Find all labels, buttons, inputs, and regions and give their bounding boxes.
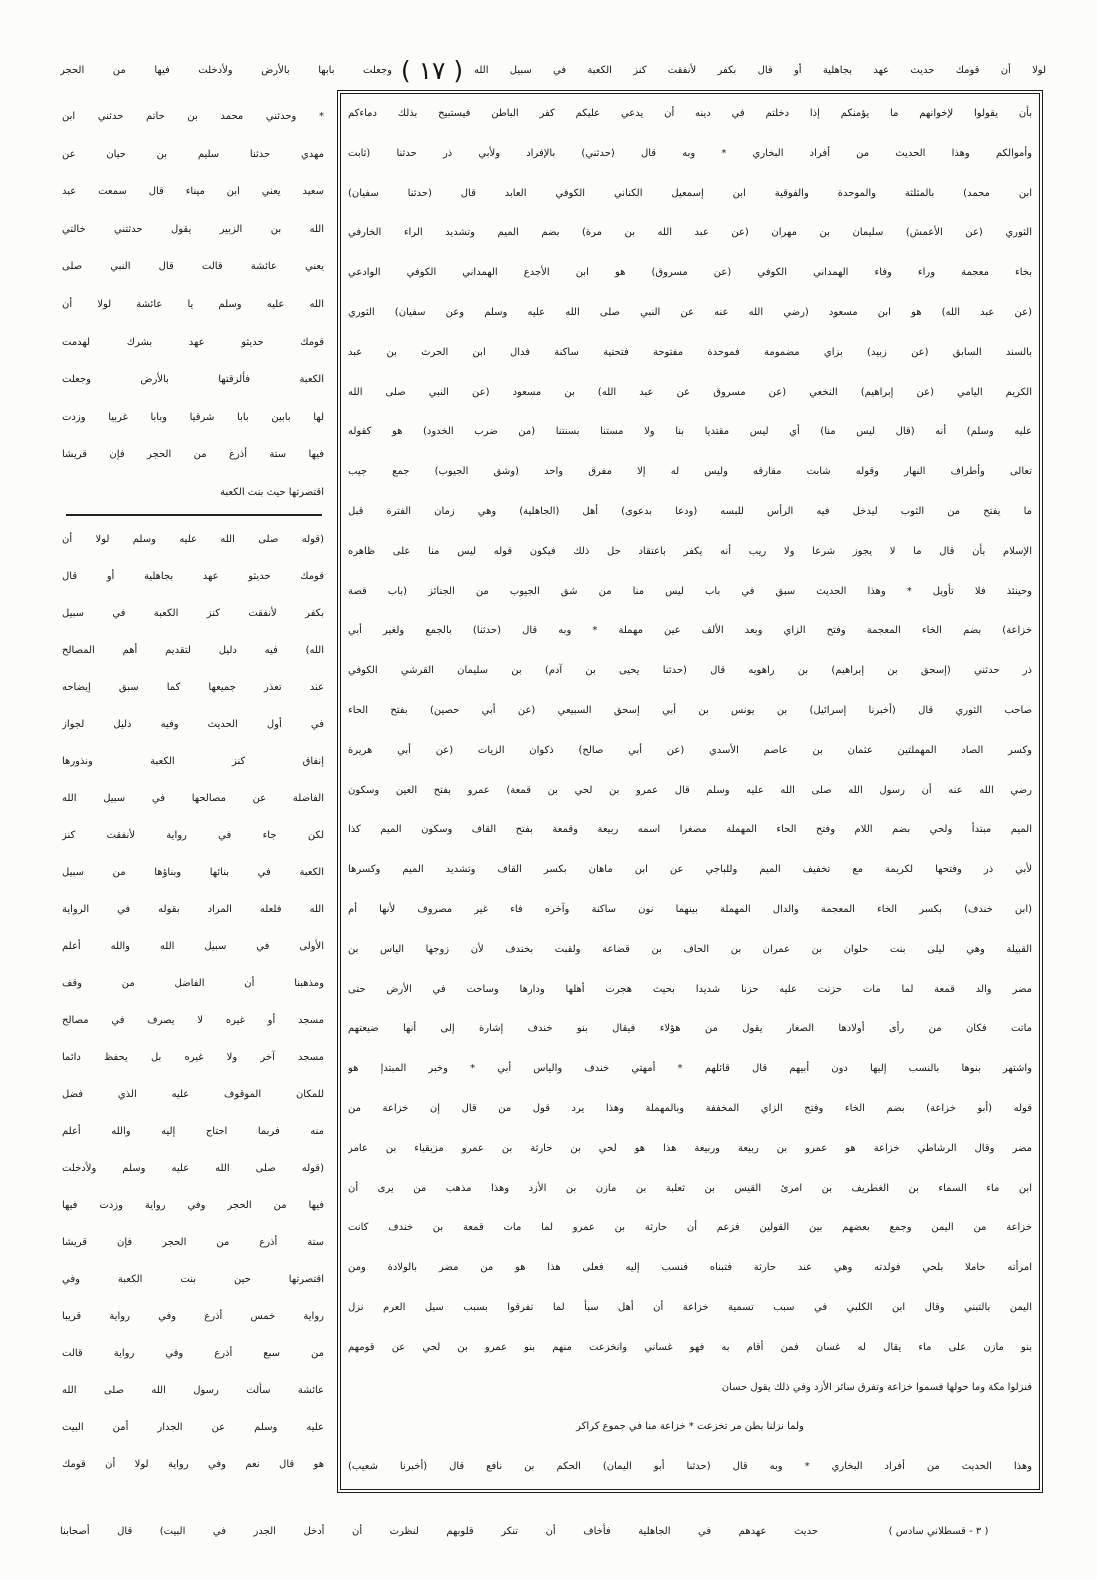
margin-commentary-text <box>62 521 324 1483</box>
margin-commentary-line: للمكان الموقوف عليه الذي فضل <box>62 1089 324 1100</box>
main-text-line: بأن يقولوا لإخوانهم ما يؤمنكم إذا دخلتم في دينه أن يدعي عليكم كفر الباطن فيستبيح بذلك دماءكم <box>348 108 1032 119</box>
main-text-line: الميم مبتدأ ولحي بضم اللام وفتح الحاء المهملة مصغرا اسمه ربيعة وقمعة بفتح القاف وسكون الميم كذا <box>348 824 1032 836</box>
margin-commentary-line: الكعبة في بنائها وبناؤها من سبيل <box>62 867 324 878</box>
main-text-line: ولما نزلنا بطن مر تخزعت * خزاعة منا في جموع كراكر <box>576 1421 804 1433</box>
main-text-line: بالسند السابق (عن زبيد) بزاي مضمومة فموحدة مفتوحة فتحتية ساكنة فدال ابن الحرث بن عبد <box>348 346 1032 358</box>
margin-commentary-line: الله) فيه دليل لتقديم أهم المصالح <box>62 645 324 656</box>
margin-commentary-line: عائشة سألت رسول الله صلى الله <box>62 1385 324 1396</box>
margin-hadith-line: مهدي حدثنا سليم بن حيان عن <box>62 148 324 160</box>
margin-commentary-line: (قوله صلى الله عليه وسلم ولأدخلت <box>62 1163 324 1174</box>
main-text-line: بنو مازن على ماء يقال له غسان فمن أقام به فهو غساني وانخزعت منهم بنو عمرو بن لحي عن قومهم <box>348 1341 1032 1353</box>
main-text-line: خزاعة من اليمن وجمع بعضهم بين القولين فزعم أن حارثة بن عمرو لما مات قمعة بن خندف كانت <box>348 1222 1032 1234</box>
margin-commentary-line: قومك حديثو عهد بجاهلية أو قال <box>62 571 324 582</box>
margin-hadith-line: اقتصرتها حيث بنت الكعبة <box>220 486 324 498</box>
margin-hadith-line: يعني عائشة قالت قال النبي صلى <box>62 261 324 273</box>
main-text-line: ابن ماء السماء بن الغطريف بن امرئ القيس بن ثعلبة بن مازن بن الأزد وهذا مذهب من يرى أن <box>348 1182 1032 1194</box>
main-text-line: وحينئذ فلا تأويل * وهذا الحديث سبق في باب ليس منا من شق الجيوب من الجنائز (باب قصة <box>348 585 1032 597</box>
page-number: ( ١٧ ) <box>400 56 464 85</box>
main-text-line: مضر والد قمعة لما مات حزنت عليه حزنا شديدا بحيث هجرت أهلها ودارها وساحت في الأرض حتى <box>348 983 1032 995</box>
margin-commentary-line: بكفر لأنفقت كنز الكعبة في سبيل <box>62 608 324 619</box>
margin-commentary-line: فيها من الحجر وفي رواية وزدت فيها <box>62 1200 324 1211</box>
main-text-line: وكسر الصاد المهملتين عثمان بن عاصم الأسدي (عن أبي صالح) ذكوان الزيات (عن أبي هريرة <box>348 744 1032 756</box>
main-text-line: صاحب الثوري قال (أخبرنا إسرائيل) بن يونس بن أبي إسحق السبيعي (عن أبي حصين) بفتح الحاء <box>348 704 1032 716</box>
main-text-line: وأموالكم وهذا الحديث من أفراد البخاري * وبه قال (حدثني) بالإفراد ولأبي ذر حدثنا (ثابت <box>348 147 1032 159</box>
margin-commentary-line: الأولى في سبيل الله والله أعلم <box>62 941 324 952</box>
main-text-frame <box>337 90 1043 1493</box>
main-text-line: القبيلة وهي ليلى بنت حلوان بن عمران بن الحاف بن قضاعة ولقبت بخندف لأن زوجها الياس بن <box>348 943 1032 955</box>
margin-hadith-line: الله عليه وسلم يا عائشة لولا أن <box>62 298 324 310</box>
page-footer <box>58 1512 1046 1552</box>
main-text-line: اليمن بالتبني وقال ابن الكلبي في سبب تسمية خزاعة أن أهل سبأ لما تفرقوا بسبب سيل العرم نزل <box>348 1301 1032 1313</box>
margin-commentary-line: هو قال نعم وفي رواية لولا أن قومك <box>62 1459 324 1470</box>
margin-commentary-line: إنفاق كنز الكعبة ونذورها <box>62 756 324 767</box>
header-catchword-left: وجعلت بابها بالأرض ولأدخلت فيها من الحجر <box>60 65 392 76</box>
main-text-line: امرأته حاملا بلحي فولدته وهي عند حارثة فتبناه فنسب إليه فعلى هذا هو من مضر بالولادة ومن <box>348 1262 1032 1274</box>
main-text-line: خزاعة) بضم الخاء المعجمة وفتح الزاي وبعد الألف عين مهملة * وبه قال (حدثنا) بالجمع ولغير أبي <box>348 625 1032 637</box>
margin-commentary-line: من سبع أذرع وفي رواية قالت <box>62 1348 324 1359</box>
main-text-line: ابن محمد) بالمثلثة والموحدة والفوقية ابن إسمعيل الكناني الكوفي العابد قال (حدثنا سفيان) <box>348 187 1032 199</box>
footer-catchword: حديث عهدهم في الجاهلية فأخاف أن تنكر قلوبهم لنظرت أن أدخل الجدر في البيت) قال أصحابنا <box>60 1526 818 1537</box>
margin-commentary-line: مسجد آخر ولا غيره بل يحفظ دائما <box>62 1052 324 1063</box>
margin-commentary-line: الله فلعله المراد بقوله في الرواية <box>62 904 324 915</box>
main-text-line: الكريم اليامي (عن إبراهيم) النخعي (عن مسروق عن عبد الله) بن مسعود (عن النبي صلى الله <box>348 386 1032 398</box>
main-text-line: ما يفتح من الثوب ليدخل فيه الرأس للبسه (ودعا بدعوى) أهل (الجاهلية) وهي زمان الفترة قبل <box>348 505 1032 517</box>
main-text-line: مضر وقال الرشاطي خزاعة هو عمرو بن ربيعة وربيعة هذا هو لحي بن حارثة بن عمرو مزيقياء بن عامر <box>348 1142 1032 1154</box>
margin-hadith-text <box>62 98 324 512</box>
margin-hadith-line: قومك حديثو عهد بشرك لهدمت <box>62 336 324 348</box>
margin-commentary-line: لكن جاء في رواية لأنفقت كنز <box>62 830 324 841</box>
margin-commentary-line: اقتصرتها حين بنت الكعبة وفي <box>62 1274 324 1285</box>
margin-commentary-line: ستة أذرع من الحجر فإن قريشا <box>62 1237 324 1248</box>
main-text-line: لأبي ذر وفتحها لكريمة مع تخفيف الميم وللباجي عن ابن ماهان بكسر القاف وتشديد الميم وكسرها <box>348 864 1032 876</box>
main-text-line: رضي الله عنه أن رسول الله صلى الله عليه وسلم قال عمرو بن لحي بن قمعة) عمرو بفتح العين وسكون <box>348 784 1032 796</box>
margin-hadith-line: الكعبة فألزقتها بالأرض وجعلت <box>62 374 324 386</box>
header-catchword-right: لولا أن قومك حديث عهد بجاهلية أو قال بكفر لأنفقت كنز الكعبة في سبيل الله <box>474 65 1046 76</box>
main-text-line: فنزلوا مكة وما حولها فسموا خزاعة وتفرق سائر الأزد وفي ذلك يقول حسان <box>721 1381 1032 1393</box>
margin-commentary-line: مسجد أو غيره لا يصرف في مصالح <box>62 1015 324 1026</box>
main-text-line: الإسلام بأن قال ما لا يجوز شرعا ولا ريب أنه يكفر باعتقاد حل ذلك فيكون قوله ليس منا على ظاهره <box>348 545 1032 557</box>
margin-commentary-line: الفاضلة عن مصالحها في سبيل الله <box>62 793 324 804</box>
margin-commentary-line: (قوله صلى الله عليه وسلم لولا أن <box>62 534 324 545</box>
margin-commentary-line: رواية خمس أذرع وفي رواية قريبا <box>62 1311 324 1322</box>
running-header <box>58 52 1046 90</box>
main-text-line: قوله (أبو خزاعة) بضم الخاء وفتح الزاي المخففة وبالمهملة وهذا يرد قول من قال إن خزاعة من <box>348 1102 1032 1114</box>
margin-commentary-line: عند تعذر جميعها كما سبق إيضاحه <box>62 682 324 693</box>
main-text-line: ماتت فكان من رأى أولادها الصغار يقول من هؤلاء فيقال بنو خندف إشارة إلى أنها ضيعتهم <box>348 1023 1032 1035</box>
margin-commentary-line: ومذهبنا أن الفاضل من وقف <box>62 978 324 989</box>
margin-commentary-line: منه فربما احتاج إليه والله أعلم <box>62 1126 324 1137</box>
main-text-line: عليه وسلم) أنه (قال ليس منا) أي ليس مقتديا بنا ولا مستنا بسنتنا (من ضرب الخدود) هو كقوله <box>348 426 1032 438</box>
main-text-line: واشتهر بنوها بالنسب إليها دون أبيهم قال قائلهم * أمهتي خندف والياس أبي * وخبر المبتدإ هو <box>348 1063 1032 1075</box>
main-text-line: ذر حدثني (إسحق بن إبراهيم) بن راهويه قال (حدثنا يحيى بن آدم) بن سليمان القرشي الكوفي <box>348 665 1032 677</box>
main-text-line: الثوري (عن الأعمش) سليمان بن مهران (عن عبد الله بن مرة) بضم الميم وتشديد الراء الخارفي <box>348 227 1032 239</box>
main-text-line: (ابن خندف) بكسر الخاء المعجمة والدال المهملة بينهما نون ساكنة وآخره فاء غير مصروف لأنها أم <box>348 903 1032 915</box>
margin-hadith-line: لها بابين بابا شرقيا وبابا غربيا وزدت <box>62 411 324 423</box>
main-text-line: وهذا الحديث من أفراد البخاري * وبه قال (حدثنا أبو اليمان) الحكم بن نافع قال (أخبرنا شعيب) <box>348 1461 1032 1473</box>
main-text-line: بخاء معجمة وراء وفاء الهمداني الكوفي (عن مسروق) هو ابن الأجدع الهمداني الكوفي الوادعي <box>348 267 1032 279</box>
main-text-line: (عن عبد الله) هو ابن مسعود (رضي الله عنه عن النبي صلى الله عليه وسلم وعن سفيان) الثوري <box>348 306 1032 318</box>
main-text-line: تعالى وأطراف النهار وقوله شابت مفارقه وليس له إلا مفرق واحد (وشق الجيوب) جمع جيب <box>348 466 1032 478</box>
main-commentary-text <box>348 94 1032 1487</box>
margin-hadith-line: سعيد يعني ابن ميناء قال سمعت عبد <box>62 186 324 198</box>
margin-hadith-line: * وحدثني محمد بن حاتم حدثني ابن <box>62 111 324 122</box>
margin-commentary-line: في أول الحديث وفيه دليل لجواز <box>62 719 324 730</box>
margin-separator <box>66 514 322 516</box>
margin-hadith-line: فيها ستة أذرع من الحجر فإن قريشا <box>62 449 324 461</box>
margin-hadith-line: الله بن الزبير يقول حدثتني خالتي <box>62 223 324 235</box>
margin-commentary-line: عليه وسلم عن الجدار أمن البيت <box>62 1422 324 1433</box>
signature-mark: ( ٣ - قسطلاني سادس ) <box>888 1526 989 1537</box>
